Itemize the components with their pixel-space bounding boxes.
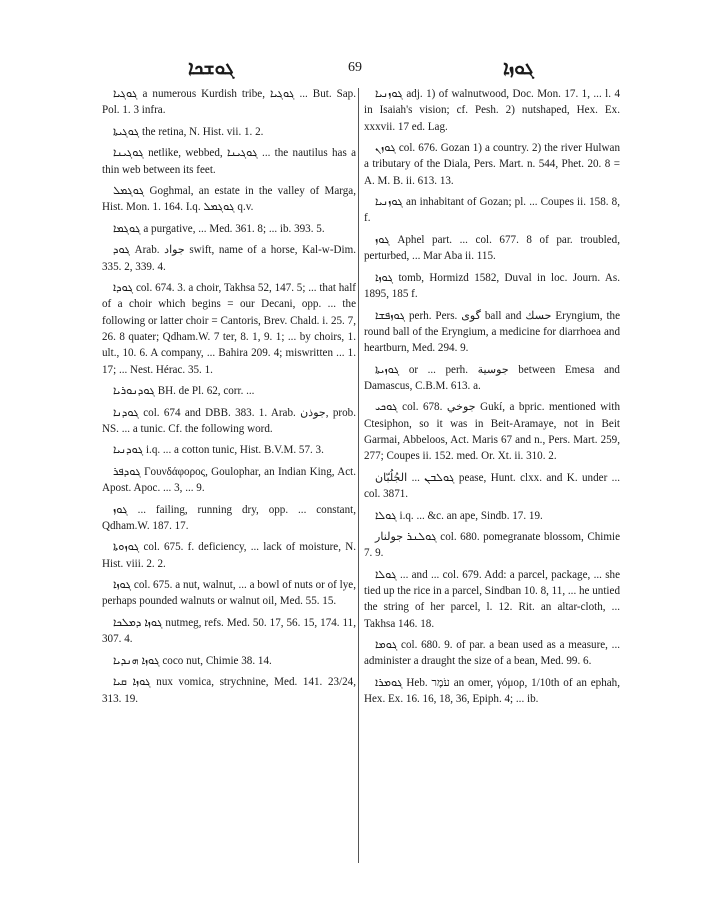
dictionary-entry: ܓܘܓܝܐ a numerous Kurdish tribe, ܓܘܓܝܐ ... But. Sap. Pol. 1. 3 infra. — [102, 88, 356, 117]
running-head-left: ܓܘܫܟܐ — [188, 58, 235, 79]
dictionary-entry: ܓܘܓܝܬܐ the retina, N. Hist. vii. 1. 2. — [113, 125, 264, 138]
running-head-right: ܓܘܙܐ — [502, 58, 534, 79]
dictionary-entry: ܓܘܠܒܢ ... الجُلُبّان pease, Hunt. clxx. and K. under ... col. 3871. — [364, 471, 620, 501]
right-column — [364, 86, 620, 713]
dictionary-entry: ܓܘܕܢܘܪܝܐ BH. de Pl. 62, corr. ... — [113, 385, 255, 398]
dictionary-entry: ܓܘܡܪܐ Heb. עֹמֶר an omer, γόμορ, 1/10th of an ephah, Hex. Ex. 16. 16, 18, 36, Epiph. 4; ... ib. — [364, 676, 620, 706]
dictionary-entry: ܓܘܙܐ tomb, Hormizd 1582, Duval in loc. Journ. As. 1895, 185 f. — [364, 271, 620, 301]
dictionary-entry: ܓܘܙܘܬܐ col. 675. f. deficiency, ... lack of moisture, N. Hist. viii. 2. 2. — [102, 541, 356, 570]
dictionary-entry: ܓܘܕܢܝܐ i.q. ... a cotton tunic, Hist. B.V.M. 57. 3. — [113, 444, 324, 457]
dictionary-entry: ܓܘܠܐ ... and ... col. 679. Add: a parcel, package, ... she tied up the rice in a parcel, Sindban 10. 8, 11, ... he untied the string of her parcel, l. 12. Rit. an altar-cloth, ... Takhsa 146. 18. — [364, 568, 620, 630]
dictionary-entry: ܓܘܕܐ col. 674. 3. a choir, Takhsa 52, 147. 5; ... that half of a choir which begins = our Decani, opp. ... the following or latter choir = Cantoris, Brev. Chald. i. 25. 7, 26. 8 quater; Qdham.W. 7 ter, 8. 1, 9. 1; ... by choirs, 1. ult., 10. 6. A company, ... Bahira 209. 4; miswritten ... 1. 17; ... Nest. Hérac. 35. 1. — [102, 282, 356, 376]
dictionary-entry: ܓܘܙ ... failing, running dry, opp. ... constant, Qdham.W. 187. 17. — [102, 503, 356, 532]
dictionary-entry: ܓܘܙܢ col. 676. Gozan 1) a country. 2) the river Hulwan a tributary of the Diala, Pers. Mart. n. 544, Phet. 20. 8 = A. M. B. ii. 613. 13. — [364, 142, 620, 187]
left-column — [102, 86, 356, 712]
page-number: 69 — [348, 60, 362, 75]
dictionary-entry: ܓܘܙܦܫܐ perh. Pers. گوی ball and حسك Eryngium, the round ball of the Eryngium, a medicine for diarrhoea and heartburn, Med. 294. 9. — [364, 309, 620, 355]
dictionary-entry: ܓܘܠܐ i.q. ... &c. an ape, Sindb. 17. 19. — [375, 509, 543, 522]
dictionary-entry: ܓܘܙܢܝܐ adj. 1) of walnutwood, Doc. Mon. 17. 1, ... l. 4 in Isaiah's vision; cf. Pesh. 2) nutshaped, Hex. Ex. xxxvii. 17 ed. Lag. — [364, 88, 620, 133]
dictionary-entry: ܓܘܙܐ ܕܡܠܟܐ nutmeg, refs. Med. 50. 17, 56. 15, 174. 11, 307. 4. — [102, 616, 356, 646]
dictionary-entry: ܓܘܠܢܪ جولنار col. 680. pomegranate blossom, Chimie 7. 9. — [364, 531, 620, 560]
dictionary-entry: ܓܘܡܐ col. 680. 9. of par. a bean used as a measure, ... administer a draught the size of a bean, Med. 99. 6. — [364, 639, 620, 668]
dictionary-entry: ܓܘܙܢܝܐ an inhabitant of Gozan; pl. ... Coupes ii. 158. 8, f. — [364, 196, 620, 225]
dictionary-entry: ܓܘܙܐ col. 675. a nut, walnut, ... a bowl of nuts or of lye, perhaps pounded walnuts or walnut oil, Med. 55. 15. — [102, 579, 356, 608]
dictionary-entry: ܓܘܕ Arab. جواد swift, name of a horse, Kal-w-Dim. 335. 2, 339. 4. — [102, 244, 357, 273]
dictionary-entry: ܓܘܙܐ ܗܢܕܝܐ coco nut, Chimie 38. 14. — [113, 654, 272, 667]
dictionary-entry: ܓܘܙ Aphel part. ... col. 677. 8 of par. troubled, perturbed, ... Mar Aba ii. 115. — [364, 233, 620, 263]
dictionary-entry: ܓܘܓܡܠ Goghmal, an estate in the valley of Marga, Hist. Mon. 1. 164. I.q. ܓܘܓܡܠ q.v. — [102, 185, 356, 214]
page-header — [96, 58, 620, 84]
dictionary-entry: ܓܘܓܝܢܐ netlike, webbed, ܓܘܓܝܢܐ ... the nautilus has a thin web between its feet. — [102, 147, 356, 176]
dictionary-entry: ܓܘܕܦܪ Γουνδάφορος, Goulophar, an Indian King, Act. Apost. Apoc. ... 3, ... 9. — [102, 465, 356, 495]
column-divider — [358, 88, 359, 863]
dictionary-entry: ܓܘܙܝܬܐ or ... perh. جوسية between Emesa and Damascus, C.B.M. 613. a. — [364, 363, 620, 392]
dictionary-entry: ܓܘܓܡܐ a purgative, ... Med. 361. 8; ... ib. 393. 5. — [113, 222, 325, 235]
dictionary-entry: ܓܘܕܢܐ col. 674 and DBB. 383. 1. Arab. جوذن, prob. NS. ... a tunic. Cf. the following word. — [102, 406, 356, 435]
dictionary-entry: ܓܘܙܐ ܩܝܐ nux vomica, strychnine, Med. 141. 23/24, 313. 19. — [102, 676, 356, 705]
dictionary-entry: ܓܘܟܝ col. 678. جوخي Gukí, a bpric. mentioned with Ctesiphon, so it was in Beit-Aramaye, not in Beit Garmai, Abbeloos, Act. Maris 67 and n., Pers. Mart. 259, 277; Coupes ii. 152. med. Or. Xt. ii. 310. 2. — [364, 401, 621, 463]
